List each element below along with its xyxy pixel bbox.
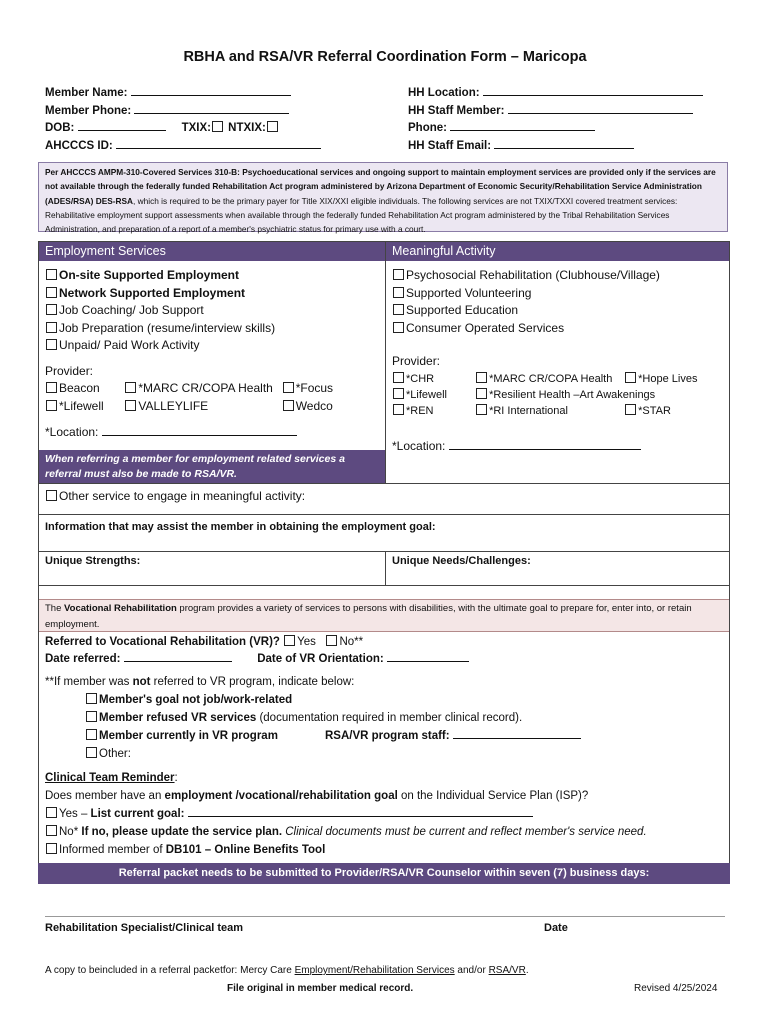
- meaningful-item: Supported Volunteering: [406, 285, 532, 300]
- vr-reasons: [85, 691, 581, 763]
- goal-no-bold: If no, please update the service plan.: [81, 826, 283, 838]
- goal-no-checkbox[interactable]: [46, 825, 57, 836]
- chr-checkbox[interactable]: [393, 372, 404, 383]
- divider: [38, 514, 730, 515]
- provider-ri-international: *RI International: [489, 405, 568, 417]
- header-right: [408, 84, 703, 154]
- revised-date: Revised 4/25/2024: [634, 983, 718, 994]
- employment-location-label: *Location:: [45, 425, 99, 439]
- provider-star: *STAR: [638, 405, 671, 417]
- meaningful-provider-label: Provider:: [392, 354, 441, 368]
- employment-location: [45, 424, 297, 442]
- meaningful-location: [392, 438, 641, 456]
- provider-marc-cr: *MARC CR/COPA Health: [489, 373, 613, 385]
- star-checkbox[interactable]: [625, 404, 636, 415]
- employment-provider-label: Provider:: [45, 364, 94, 378]
- dob-field[interactable]: [78, 119, 166, 131]
- marc-checkbox[interactable]: [125, 382, 136, 393]
- employment-services-link[interactable]: Employment/Rehabilitation Services: [294, 965, 455, 976]
- goal-not-job-checkbox[interactable]: [86, 693, 97, 704]
- vr-staff-field[interactable]: [453, 727, 581, 739]
- employment-provider-row-2: [45, 398, 333, 416]
- reason-other: Other:: [99, 748, 131, 760]
- beacon-checkbox[interactable]: [46, 382, 57, 393]
- informed-pre: Informed member of: [59, 844, 166, 856]
- resilient-checkbox[interactable]: [476, 388, 487, 399]
- meaningful-location-label: *Location:: [392, 439, 446, 453]
- provider-valleylife: VALLEYLIFE: [138, 399, 209, 413]
- onsite-checkbox[interactable]: [46, 269, 57, 280]
- volunteering-checkbox[interactable]: [393, 287, 404, 298]
- date-orientation-field[interactable]: [387, 650, 469, 662]
- form-title: RBHA and RSA/VR Referral Coordination Form – Maricopa: [183, 49, 587, 65]
- vr-referred-row: [45, 633, 363, 651]
- provider-chr: *CHR: [406, 373, 435, 385]
- policy-box: [38, 162, 728, 235]
- unpaid-work-checkbox[interactable]: [46, 339, 57, 350]
- divider: [38, 551, 730, 552]
- meaningful-provider-row-3: [392, 403, 671, 420]
- clinical-reminder-title: Clinical Team Reminder: [45, 772, 175, 784]
- date-referred-field[interactable]: [124, 650, 232, 662]
- reason-currently-vr: Member currently in VR program: [99, 730, 278, 742]
- informed-db101-checkbox[interactable]: [46, 843, 57, 854]
- member-name-label: Member Name:: [45, 87, 128, 99]
- info-label: Information that may assist the member in obtaining the employment goal:: [45, 521, 436, 533]
- provider-lifewell: *Lifewell: [59, 399, 104, 413]
- specialist-label: Rehabilitation Specialist/Clinical team: [45, 922, 244, 934]
- goal-no-italic: Clinical documents must be current and reflect member's service need.: [282, 826, 647, 838]
- other-service-checkbox[interactable]: [46, 490, 57, 501]
- employment-item: On-site Supported Employment: [59, 268, 240, 282]
- employment-note: When referring a member for employment related services a referral must also be made to RSA/VR.: [39, 450, 385, 483]
- vr-intro-post: program provides a variety of services to persons with disabilities, with the ultimate goal to prepare for, enter into, or retain employment.: [45, 603, 692, 630]
- hh-staff-member-field[interactable]: [508, 102, 693, 114]
- unique-strengths-label: Unique Strengths:: [45, 555, 141, 567]
- footer-copy: [45, 965, 529, 976]
- meaningful-list: [392, 267, 660, 337]
- provider-ren: *REN: [406, 405, 434, 417]
- txix-checkbox[interactable]: [212, 121, 223, 132]
- signature-line[interactable]: [45, 916, 725, 917]
- employment-item: Unpaid/ Paid Work Activity: [59, 338, 200, 352]
- column-divider: [385, 242, 386, 483]
- employment-item: Network Supported Employment: [59, 285, 246, 300]
- focus-checkbox[interactable]: [283, 382, 294, 393]
- hh-location-label: HH Location:: [408, 87, 480, 99]
- ntxix-label: NTXIX:: [228, 122, 266, 134]
- provider-beacon: Beacon: [59, 381, 100, 395]
- ntxix-checkbox[interactable]: [267, 121, 278, 132]
- refused-vr-checkbox[interactable]: [86, 711, 97, 722]
- provider-focus: *Focus: [295, 381, 334, 395]
- current-goal-field[interactable]: [188, 805, 533, 817]
- provider-hope-lives: *Hope Lives: [638, 373, 698, 385]
- reason-goal-not-job: Member's goal not job/work-related: [99, 694, 293, 706]
- vr-yes-checkbox[interactable]: [284, 635, 295, 646]
- employment-provider-row-1: [45, 380, 333, 398]
- vr-no-label: No**: [339, 636, 364, 648]
- employment-item: Job Coaching/ Job Support: [59, 303, 204, 317]
- policy-lead-rest: Psychoeducational services and ongoing support to maintain employment services are provided only if the services are not available through the federally funded Rehabilitation Act program administered by Arizona Department of Economic Security/Rehabilitation Service Administration (ADES/RSA) DES-RSA: [45, 167, 716, 206]
- footer-copy-pre: A copy to beincluded in a referral packetfor: Mercy Care: [45, 965, 295, 976]
- provider-lifewell-ma: *Lifewell: [406, 389, 447, 401]
- goal-yes-checkbox[interactable]: [46, 807, 57, 818]
- lifewell-ma-checkbox[interactable]: [393, 388, 404, 399]
- clinical-question-bold: employment /vocational/rehabilitation goal: [164, 790, 398, 802]
- date-orientation-label: Date of VR Orientation:: [257, 653, 384, 665]
- vr-intro-pre: The: [45, 603, 65, 614]
- meaningful-item: Consumer Operated Services: [406, 320, 565, 335]
- hope-lives-checkbox[interactable]: [625, 372, 636, 383]
- refused-note: (documentation required in member clinical record).: [259, 712, 523, 724]
- psychosocial-checkbox[interactable]: [393, 269, 404, 280]
- vr-intro: [39, 599, 729, 632]
- txix-label: TXIX:: [181, 122, 211, 134]
- provider-wedco: Wedco: [295, 399, 333, 413]
- currently-vr-checkbox[interactable]: [86, 729, 97, 740]
- hh-staff-email-label: HH Staff Email:: [408, 139, 492, 152]
- vr-intro-bold: Vocational Rehabilitation: [64, 603, 177, 614]
- other-reason-checkbox[interactable]: [86, 747, 97, 758]
- policy-lead: Per AHCCCS AMPM-310-Covered Services 310-B:: [45, 167, 240, 177]
- meaningful-provider-row-2: [392, 387, 655, 404]
- column-divider: [385, 551, 386, 585]
- file-original: File original in member medical record.: [227, 983, 414, 994]
- consumer-operated-checkbox[interactable]: [393, 322, 404, 333]
- employment-item: Job Preparation (resume/interview skills): [59, 320, 276, 335]
- hh-staff-member-label: HH Staff Member:: [408, 104, 505, 117]
- not-referred-pre: **If member was: [45, 676, 133, 688]
- ahcccs-id-field[interactable]: [116, 137, 321, 149]
- clinical-question-pre: Does member have an: [45, 790, 165, 802]
- meaningful-item: Supported Education: [406, 303, 519, 317]
- unique-needs-label: Unique Needs/Challenges:: [392, 555, 531, 567]
- goal-yes-label: Yes –: [59, 808, 91, 820]
- date-label: Date: [544, 922, 568, 934]
- not-referred-bold: not: [132, 676, 151, 688]
- dob-label: DOB:: [45, 122, 75, 134]
- divider: [38, 483, 730, 484]
- vr-dates-row: [45, 650, 469, 668]
- meaningful-activity-header: Meaningful Activity: [386, 242, 729, 261]
- submission-banner: Referral packet needs to be submitted to Provider/RSA/VR Counselor within seven (7) business days:: [38, 863, 730, 884]
- header-left: [45, 84, 321, 154]
- employment-location-field[interactable]: [102, 424, 297, 436]
- member-phone-field[interactable]: [134, 102, 289, 114]
- informed-bold: DB101 – Online Benefits Tool: [165, 844, 326, 856]
- goal-no-label: No*: [59, 826, 82, 838]
- goal-yes-bold: List current goal:: [90, 808, 185, 820]
- vr-yes-label: Yes: [297, 636, 316, 648]
- employment-list: [45, 267, 275, 355]
- member-name-field[interactable]: [131, 84, 291, 96]
- meaningful-location-field[interactable]: [449, 438, 641, 450]
- employment-services-header: Employment Services: [39, 242, 385, 261]
- rsa-vr-link[interactable]: RSA/VR: [488, 965, 526, 976]
- job-prep-checkbox[interactable]: [46, 322, 57, 333]
- hh-location-field[interactable]: [483, 84, 703, 96]
- hh-staff-email-field[interactable]: [494, 137, 634, 149]
- provider-resilient: *Resilient Health –Art Awakenings: [489, 389, 656, 401]
- not-referred-post: referred to VR program, indicate below:: [150, 676, 355, 688]
- valleylife-checkbox[interactable]: [125, 400, 136, 411]
- education-checkbox[interactable]: [393, 304, 404, 315]
- footer-end: .: [525, 965, 529, 976]
- wedco-checkbox[interactable]: [283, 400, 294, 411]
- phone-label: Phone:: [408, 122, 447, 134]
- vr-not-referred: [45, 673, 354, 691]
- meaningful-item: Psychosocial Rehabilitation (Clubhouse/Village): [406, 268, 660, 282]
- other-service-row: [45, 488, 305, 506]
- date-referred-label: Date referred:: [45, 653, 121, 665]
- provider-marc: *MARC CR/COPA Health: [138, 381, 273, 395]
- clinical-question-post: on the Individual Service Plan (ISP)?: [397, 790, 589, 802]
- reason-refused: Member refused VR services: [99, 712, 257, 724]
- other-service-label: Other service to engage in meaningful activity:: [59, 489, 306, 503]
- member-phone-label: Member Phone:: [45, 104, 132, 117]
- ahcccs-id-label: AHCCCS ID:: [45, 139, 113, 152]
- lifewell-checkbox[interactable]: [46, 400, 57, 411]
- job-coaching-checkbox[interactable]: [46, 304, 57, 315]
- marc-cr-checkbox[interactable]: [476, 372, 487, 383]
- ren-checkbox[interactable]: [393, 404, 404, 415]
- vr-no-checkbox[interactable]: [326, 635, 337, 646]
- phone-field[interactable]: [450, 119, 595, 131]
- network-checkbox[interactable]: [46, 287, 57, 298]
- divider: [38, 585, 730, 586]
- clinical-reminder: Clinical Team Reminder: Does member have an employment /vocational/rehabilitation goal on the Individual Service Plan (ISP)? Yes – List current goal: No* If no, please update the service plan. Clinical documents must be current and reflect member's service need. Informed member of DB101 – Online Benefits Tool: [45, 772, 647, 856]
- policy-tail: , which is required to be the primary payer for Title XIX/XXI eligible individuals. The following services are not TXIX/TXXI covered treatment services: Rehabilitative employment support assessments when available through the federally funded Rehabilitation Act program administered by the Tribal Rehabilitation Services Administration, and preparation of a report of a member's psychiatric status for primary use with a court.: [45, 195, 678, 235]
- vr-staff-label: RSA/VR program staff:: [325, 730, 450, 742]
- footer-and-or: and/or: [454, 965, 489, 976]
- meaningful-provider-row-1: [392, 371, 697, 388]
- ri-international-checkbox[interactable]: [476, 404, 487, 415]
- vr-referred-label: Referred to Vocational Rehabilitation (VR)?: [45, 636, 280, 648]
